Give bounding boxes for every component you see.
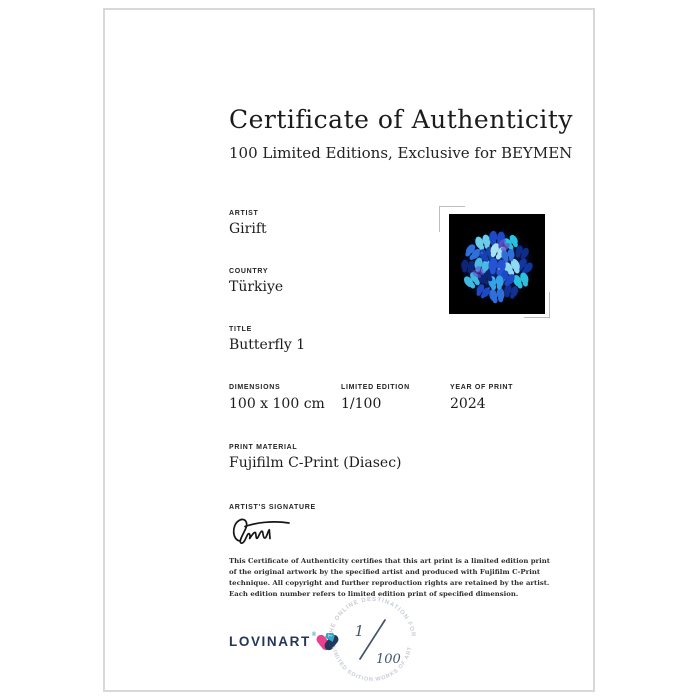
certificate-title: Certificate of Authenticity xyxy=(229,105,574,134)
artist-value: Girift xyxy=(229,221,267,237)
certificate-subtitle: 100 Limited Editions, Exclusive for BEYMEN xyxy=(229,144,573,162)
svg-text:THE ONLINE DESTINATION FOR xyxy=(328,597,416,638)
registered-mark: ® xyxy=(311,632,317,638)
artwork-thumbnail xyxy=(449,214,545,314)
print-material-value: Fujifilm C-Print (Diasec) xyxy=(229,455,402,471)
artist-label: ARTIST xyxy=(229,210,259,217)
svg-text:LIMITED EDITION WORKS OF ART xyxy=(330,646,413,683)
artists-signature-label: ARTIST'S SIGNATURE xyxy=(229,504,316,511)
title-label: TITLE xyxy=(229,326,252,333)
country-label: COUNTRY xyxy=(229,268,269,275)
brand-wordmark: LOVINART xyxy=(229,634,311,649)
limited-edition-label: LIMITED EDITION xyxy=(341,384,410,391)
artist-signature-icon xyxy=(229,515,295,551)
year-of-print-value: 2024 xyxy=(450,396,486,412)
stamp-top-text: THE ONLINE DESTINATION FOR xyxy=(328,596,416,638)
dimensions-label: DIMENSIONS xyxy=(229,384,281,391)
butterfly-artwork-icon xyxy=(449,214,545,314)
brand-logo xyxy=(229,634,339,654)
stamp-bottom-text: LIMITED EDITION WORKS OF ART xyxy=(330,645,414,684)
year-of-print-label: YEAR OF PRINT xyxy=(450,384,514,391)
edition-stamp xyxy=(324,593,420,689)
country-value: Türkiye xyxy=(229,279,284,295)
limited-edition-value: 1/100 xyxy=(341,396,382,412)
title-value: Butterfly 1 xyxy=(229,337,306,353)
certificate-page xyxy=(103,8,595,692)
dimensions-value: 100 x 100 cm xyxy=(229,396,325,412)
stamp-numerator: 1 xyxy=(354,622,364,640)
print-material-label: PRINT MATERIAL xyxy=(229,444,298,451)
certificate-disclaimer: This Certificate of Authenticity certifies that this art print is a limited edition print of the original artwork by the specified artist and produced with Fujifilm C-Print technique. All copyright and further reproduction rights are retained by the artist. Each edition number refers to limited edition print of specified dimension. xyxy=(229,557,550,598)
stamp-denominator: 100 xyxy=(376,652,401,667)
